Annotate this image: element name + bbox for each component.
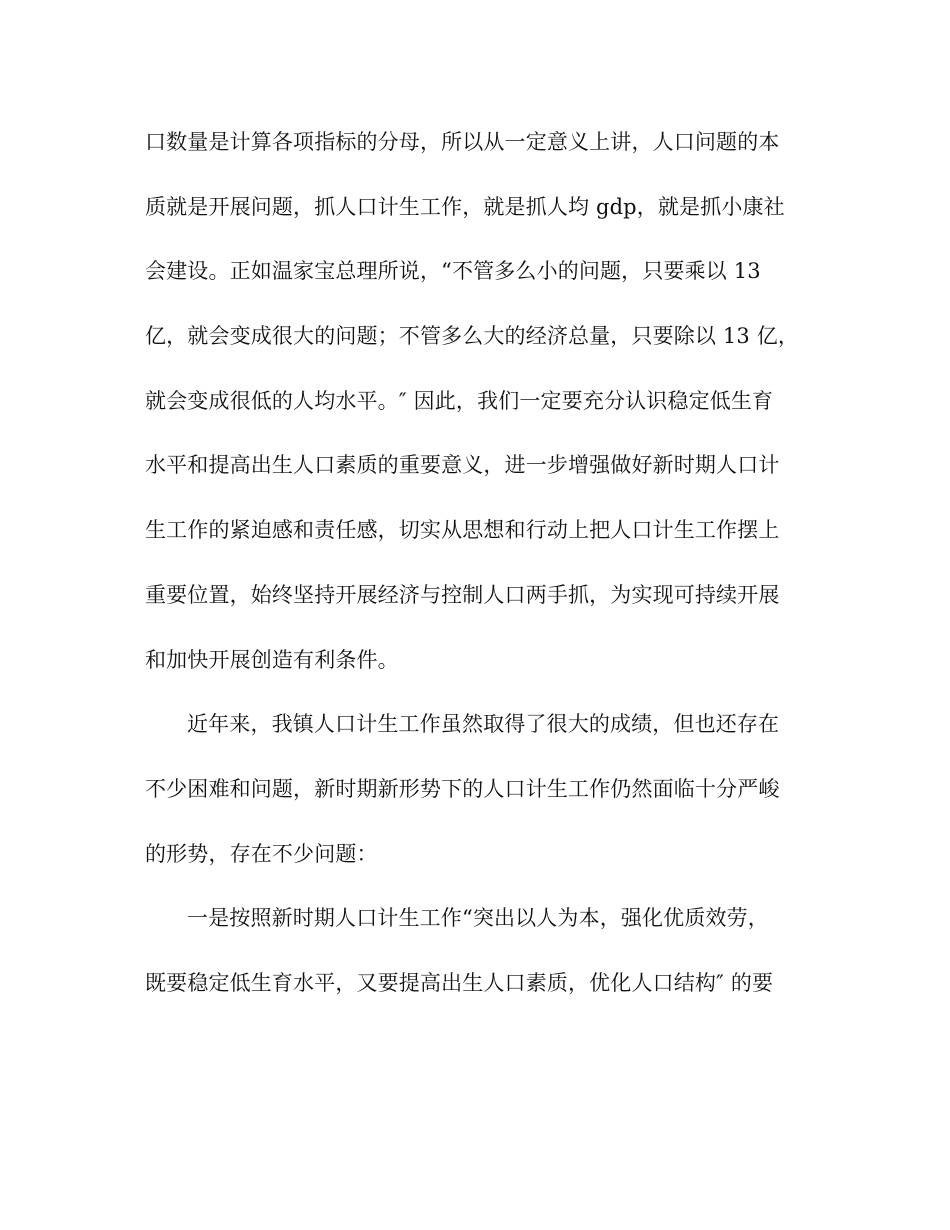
- text-line: 就会变成很低的人均水平。″ 因此，我们一定要充分认识稳定低生育: [145, 388, 774, 413]
- paragraph-start-line: 近年来，我镇人口计生工作虽然取得了很大的成绩，但也还存在: [187, 712, 780, 737]
- text-line: 既要稳定低生育水平，又要提高出生人口素质，优化人口结构″ 的要: [145, 970, 774, 995]
- text-line: 会建设。正如温家宝总理所说，“不管多么小的问题，只要乘以 13: [145, 259, 761, 284]
- document-body: [145, 122, 805, 1028]
- text-line: 和加快开展创造有利条件。: [145, 647, 399, 672]
- text-line: 重要位置，始终坚持开展经济与控制人口两手抓，为实现可持续开展: [145, 582, 780, 607]
- text-line: 不少困难和问题，新时期新形势下的人口计生工作仍然面临十分严峻: [145, 776, 780, 801]
- text-line: 的形势，存在不少问题：: [145, 841, 378, 866]
- text-line: 生工作的紧迫感和责任感，切实从思想和行动上把人口计生工作摆上: [145, 518, 780, 543]
- text-line: 水平和提高出生人口素质的重要意义，进一步增强做好新时期人口计: [145, 453, 780, 478]
- paragraph-start-line: 一是按照新时期人口计生工作“突出以人为本，强化优质效劳，: [187, 906, 769, 931]
- text-line: 亿，就会变成很大的问题；不管多么大的经济总量，只要除以 13 亿，: [145, 324, 800, 349]
- text-line: 质就是开展问题，抓人口计生工作，就是抓人均 gdp，就是抓小康社: [145, 194, 785, 219]
- text-line: 口数量是计算各项指标的分母，所以从一定意义上讲，人口问题的本: [145, 130, 780, 154]
